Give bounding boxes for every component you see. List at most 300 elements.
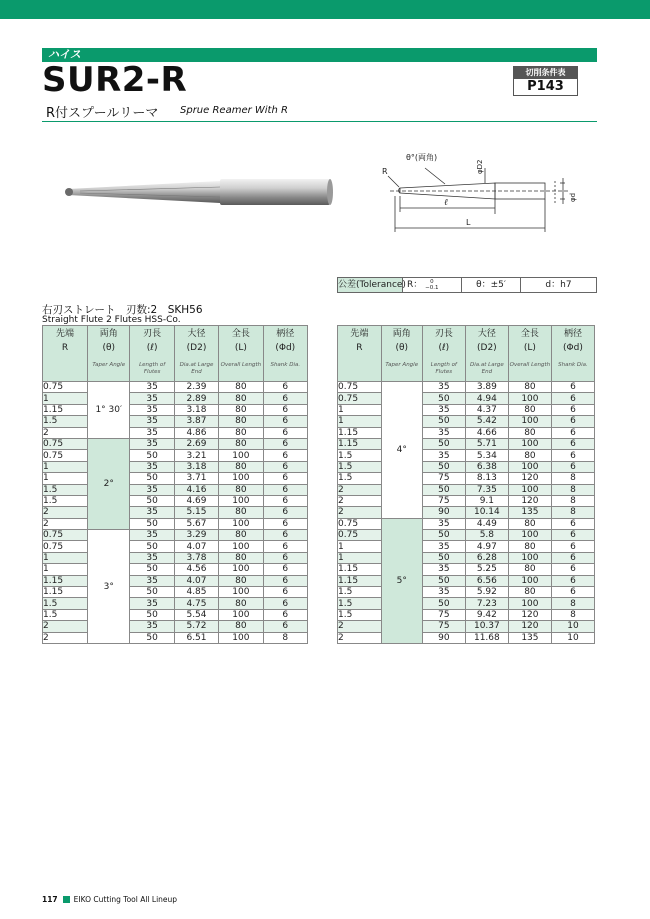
cell-r: 1.5 [338,587,382,598]
cell-r: 1 [338,404,382,415]
cell-value: 6.51 [174,632,218,643]
cell-value: 5.71 [465,438,508,449]
cell-value: 6 [551,552,594,563]
ref-page: P143 [527,79,564,94]
cell-value: 90 [422,507,465,518]
cell-value: 6 [263,438,307,449]
column-header-symbol: (L) [523,343,536,353]
table-row [338,382,595,393]
cell-value: 80 [508,450,551,461]
cell-value: 3.29 [174,530,218,541]
column-header-symbol: (θ) [395,343,408,353]
cell-r: 1 [338,541,382,552]
cell-value: 100 [508,393,551,404]
cell-r: 2 [338,495,382,506]
cell-value: 6 [551,541,594,552]
cell-value: 35 [130,404,174,415]
cell-value: 6 [551,564,594,575]
column-header [43,326,88,382]
cell-value: 50 [130,632,174,643]
cell-value: 5.72 [174,621,218,632]
cell-value: 80 [219,552,263,563]
cell-value: 4.49 [465,518,508,529]
column-header-en: Taper Angle [92,362,126,368]
table-row [43,564,308,575]
cell-value: 50 [130,609,174,620]
cell-value: 35 [130,530,174,541]
cell-r: 1.5 [338,473,382,484]
cell-value: 80 [219,416,263,427]
table-row [338,575,595,586]
table-row [43,382,308,393]
column-header [508,326,551,382]
column-header-ja: 先端 [350,329,369,339]
table-row [338,609,595,620]
cell-value: 6 [263,473,307,484]
cell-value: 120 [508,621,551,632]
cutting-condition-ref[interactable] [513,66,578,96]
cell-r: 1 [43,564,88,575]
cell-value: 75 [422,473,465,484]
cell-taper-angle: 3° [88,530,130,644]
cell-value: 80 [508,587,551,598]
cell-r: 2 [43,507,88,518]
cell-value: 35 [130,427,174,438]
cell-r: 1.5 [43,495,88,506]
cell-value: 4.97 [465,541,508,552]
cell-value: 35 [130,598,174,609]
cell-value: 8 [263,632,307,643]
cell-value: 50 [422,484,465,495]
table-row [338,484,595,495]
cell-value: 8 [551,484,594,495]
cell-r: 0.75 [338,530,382,541]
cell-r: 1 [43,552,88,563]
cell-value: 35 [130,621,174,632]
cell-value: 3.78 [174,552,218,563]
tolerance-box [337,277,597,293]
cell-r: 0.75 [43,530,88,541]
column-header [381,326,422,382]
table-row [43,427,308,438]
cell-r: 0.75 [338,393,382,404]
column-header-symbol: (D2) [477,343,497,353]
cell-value: 9.1 [465,495,508,506]
cell-value: 100 [508,484,551,495]
column-header-ja: 全長 [520,329,539,339]
cell-value: 6 [263,541,307,552]
cell-r: 1.5 [43,484,88,495]
d2-label: φD2 [476,159,484,174]
column-header-ja: 柄径 [563,329,582,339]
l-small-label: ℓ [444,198,448,208]
cell-value: 6 [263,382,307,393]
table-row [43,507,308,518]
cell-value: 50 [422,575,465,586]
table-row [43,621,308,632]
cell-value: 75 [422,609,465,620]
table-row [43,609,308,620]
cell-r: 0.75 [43,438,88,449]
cell-r: 1.5 [338,461,382,472]
cell-r: 0.75 [43,541,88,552]
column-header-symbol: (ℓ) [438,343,450,353]
cell-value: 100 [219,609,263,620]
tolerance-label: 公差(Tolerance) [338,280,406,290]
cell-value: 3.87 [174,416,218,427]
cell-value: 6 [263,450,307,461]
cell-value: 8 [551,473,594,484]
cell-value: 80 [219,530,263,541]
cell-value: 100 [219,495,263,506]
cell-r: 2 [43,621,88,632]
cell-value: 6 [551,382,594,393]
cell-value: 6 [263,552,307,563]
cell-value: 6.38 [465,461,508,472]
cell-value: 4.69 [174,495,218,506]
cell-value: 100 [508,416,551,427]
column-header-ja: 全長 [231,329,250,339]
cell-value: 10.37 [465,621,508,632]
cell-value: 120 [508,495,551,506]
cell-value: 3.71 [174,473,218,484]
cell-value: 6 [263,621,307,632]
cell-value: 80 [219,461,263,472]
cell-value: 4.85 [174,587,218,598]
column-header [338,326,382,382]
cell-value: 35 [422,541,465,552]
cell-value: 5.54 [174,609,218,620]
cell-value: 35 [130,461,174,472]
cell-value: 80 [508,518,551,529]
cell-value: 50 [130,564,174,575]
table-row [43,587,308,598]
cell-r: 1.15 [338,438,382,449]
cell-value: 50 [130,587,174,598]
cell-value: 6 [263,530,307,541]
cell-value: 6 [263,427,307,438]
cell-value: 80 [219,404,263,415]
column-header-ja: 大径 [187,329,206,339]
cell-value: 100 [508,438,551,449]
table-row [338,632,595,643]
product-image [60,165,340,225]
cell-value: 35 [422,450,465,461]
table-row [43,438,308,449]
cell-value: 6 [263,598,307,609]
table-row [338,518,595,529]
cell-value: 35 [422,427,465,438]
cell-r: 1.15 [338,575,382,586]
cell-value: 6 [551,404,594,415]
cell-r: 1.15 [338,564,382,575]
cell-value: 35 [130,382,174,393]
cell-r: 2 [43,427,88,438]
cell-value: 35 [422,518,465,529]
cell-r: 2 [338,484,382,495]
cell-value: 2.39 [174,382,218,393]
cell-r: 1.15 [338,427,382,438]
column-header [465,326,508,382]
subtitle-ja: R付スプールリーマ [46,106,159,121]
cell-value: 50 [422,552,465,563]
cell-r: 2 [43,518,88,529]
table-row [338,450,595,461]
column-header-en: Taper Angle [385,362,419,368]
cell-value: 135 [508,632,551,643]
cell-value: 10 [551,632,594,643]
table-row [338,587,595,598]
cell-value: 6 [551,461,594,472]
cell-value: 6 [263,575,307,586]
cell-taper-angle: 5° [381,518,422,643]
column-header-symbol: (Φd) [563,343,583,353]
spec-line-en: Straight Flute 2 Flutes HSS-Co. [42,315,181,325]
cell-value: 90 [422,632,465,643]
ref-label: 切削条件表 [514,67,577,79]
cell-value: 35 [130,575,174,586]
column-header-ja: 先端 [56,329,75,339]
cell-value: 6 [551,416,594,427]
cell-value: 50 [422,438,465,449]
cell-r: 1 [43,461,88,472]
cell-value: 3.21 [174,450,218,461]
cell-value: 50 [130,518,174,529]
page-number: 117 [42,895,58,904]
l-label: L [466,218,471,227]
cell-value: 6.56 [465,575,508,586]
cell-value: 6 [551,518,594,529]
cell-value: 2.89 [174,393,218,404]
cell-value: 35 [422,382,465,393]
cell-value: 120 [508,609,551,620]
tolerance-r: R： 0 −0.1 [403,278,462,292]
table-row [43,495,308,506]
cell-value: 80 [219,484,263,495]
cell-value: 80 [508,382,551,393]
cell-taper-angle: 1° 30′ [88,382,130,439]
column-header-ja: 刃長 [143,329,162,339]
cell-value: 50 [130,495,174,506]
footer-text: EIKO Cutting Tool All Lineup [73,895,178,904]
cell-value: 100 [508,575,551,586]
cell-value: 6 [263,416,307,427]
cell-value: 35 [130,484,174,495]
cell-value: 5.15 [174,507,218,518]
cell-value: 6 [551,587,594,598]
cell-value: 10 [551,621,594,632]
cell-value: 4.07 [174,541,218,552]
table-row [43,632,308,643]
column-header-symbol: (ℓ) [146,343,158,353]
table-row [338,495,595,506]
cell-r: 1.5 [338,450,382,461]
cell-value: 6 [551,393,594,404]
column-header [422,326,465,382]
column-header-en: Shank Dia. [558,362,588,368]
cell-value: 7.23 [465,598,508,609]
column-header [263,326,307,382]
table-row [338,461,595,472]
cell-value: 75 [422,621,465,632]
cell-value: 6.28 [465,552,508,563]
cell-value: 4.07 [174,575,218,586]
cell-value: 6 [263,564,307,575]
cell-value: 3.89 [465,382,508,393]
cell-value: 80 [219,427,263,438]
cell-value: 4.94 [465,393,508,404]
cell-value: 8 [551,609,594,620]
page-title: SUR2-R [42,60,188,100]
column-header-symbol: (θ) [102,343,115,353]
cell-value: 6 [551,438,594,449]
cell-value: 50 [422,461,465,472]
table-row [43,530,308,541]
cell-value: 80 [508,541,551,552]
table-row [338,416,595,427]
cell-r: 2 [338,507,382,518]
cell-r: 1.5 [338,598,382,609]
cell-r: 0.75 [43,382,88,393]
cell-value: 8 [551,598,594,609]
cell-value: 80 [219,393,263,404]
cell-value: 80 [508,427,551,438]
cell-value: 6 [551,575,594,586]
cell-value: 35 [130,393,174,404]
cell-value: 6 [551,450,594,461]
cell-value: 100 [219,564,263,575]
column-header [219,326,263,382]
table-row [338,404,595,415]
cell-value: 100 [508,598,551,609]
cell-r: 1.5 [43,598,88,609]
table-row [338,621,595,632]
cell-value: 6 [263,587,307,598]
cell-value: 5.34 [465,450,508,461]
title-underline [42,121,597,122]
cell-r: 1.15 [43,587,88,598]
column-header-symbol: (L) [234,343,247,353]
column-header-en: Shank Dia. [270,362,301,368]
cell-value: 50 [422,598,465,609]
footer-square-icon [63,896,70,903]
column-header [88,326,130,382]
spec-table-right [337,325,595,644]
cell-value: 35 [130,438,174,449]
table-row [43,404,308,415]
cell-value: 100 [508,461,551,472]
cell-value: 6 [263,461,307,472]
column-header-symbol: R [61,343,69,353]
cell-value: 6 [263,404,307,415]
cell-value: 50 [422,416,465,427]
cell-value: 135 [508,507,551,518]
table-row [338,507,595,518]
cell-value: 6 [263,609,307,620]
subtitle-en: Sprue Reamer With R [180,105,288,116]
footer [42,895,177,904]
cell-value: 11.68 [465,632,508,643]
column-header-ja: 大径 [477,329,496,339]
cell-value: 4.56 [174,564,218,575]
table-row [43,518,308,529]
column-header-symbol: (D2) [186,343,207,353]
cell-value: 35 [130,552,174,563]
cell-value: 3.18 [174,404,218,415]
cell-value: 80 [219,438,263,449]
column-header-symbol: R [356,343,363,353]
cell-taper-angle: 2° [88,438,130,529]
series-label: ハイス [48,48,81,61]
cell-value: 8 [551,507,594,518]
cell-taper-angle: 4° [381,382,422,519]
cell-value: 6 [263,484,307,495]
column-header-en: Dia.at Large End [179,362,214,375]
column-header [174,326,218,382]
column-header-en: Length of Flutes [139,362,166,375]
cell-r: 1.15 [43,404,88,415]
cell-r: 1 [43,473,88,484]
table-row [43,393,308,404]
cell-r: 0.75 [338,382,382,393]
cell-value: 80 [219,575,263,586]
d-label: φd [569,192,577,202]
tolerance-d: d：h7 [545,280,572,290]
cell-r: 0.75 [43,450,88,461]
cell-value: 7.35 [465,484,508,495]
table-row [338,552,595,563]
column-header-en [43,354,87,362]
cell-value: 4.16 [174,484,218,495]
cell-value: 6 [263,518,307,529]
table-row [338,473,595,484]
cell-value: 35 [130,507,174,518]
cell-value: 50 [130,541,174,552]
cell-value: 35 [130,416,174,427]
column-header-ja: 両角 [99,329,118,339]
cell-value: 5.92 [465,587,508,598]
cell-value: 80 [219,507,263,518]
cell-value: 5.25 [465,564,508,575]
cell-value: 4.75 [174,598,218,609]
table-row [43,473,308,484]
cell-r: 1.15 [43,575,88,586]
cell-value: 100 [219,632,263,643]
cell-value: 80 [508,404,551,415]
table-row [338,438,595,449]
column-header-en: Overall Length [509,362,551,368]
column-header-en [338,354,381,362]
table-row [43,416,308,427]
table-row [43,575,308,586]
table-row [43,598,308,609]
cell-value: 80 [508,564,551,575]
cell-r: 2 [338,621,382,632]
cell-value: 100 [219,518,263,529]
cell-r: 1.5 [338,609,382,620]
cell-r: 1.5 [43,609,88,620]
cell-value: 100 [508,552,551,563]
tolerance-r-upper: 0 [430,278,434,285]
tolerance-r-lower: −0.1 [425,284,439,291]
spec-table-left [42,325,308,644]
cell-value: 5.8 [465,530,508,541]
top-color-bar [0,0,650,19]
column-header [551,326,594,382]
spec-line-ja: 右刃ストレート 刃数:2 SKH56 [42,304,203,316]
table-row [338,541,595,552]
cell-value: 6 [551,530,594,541]
